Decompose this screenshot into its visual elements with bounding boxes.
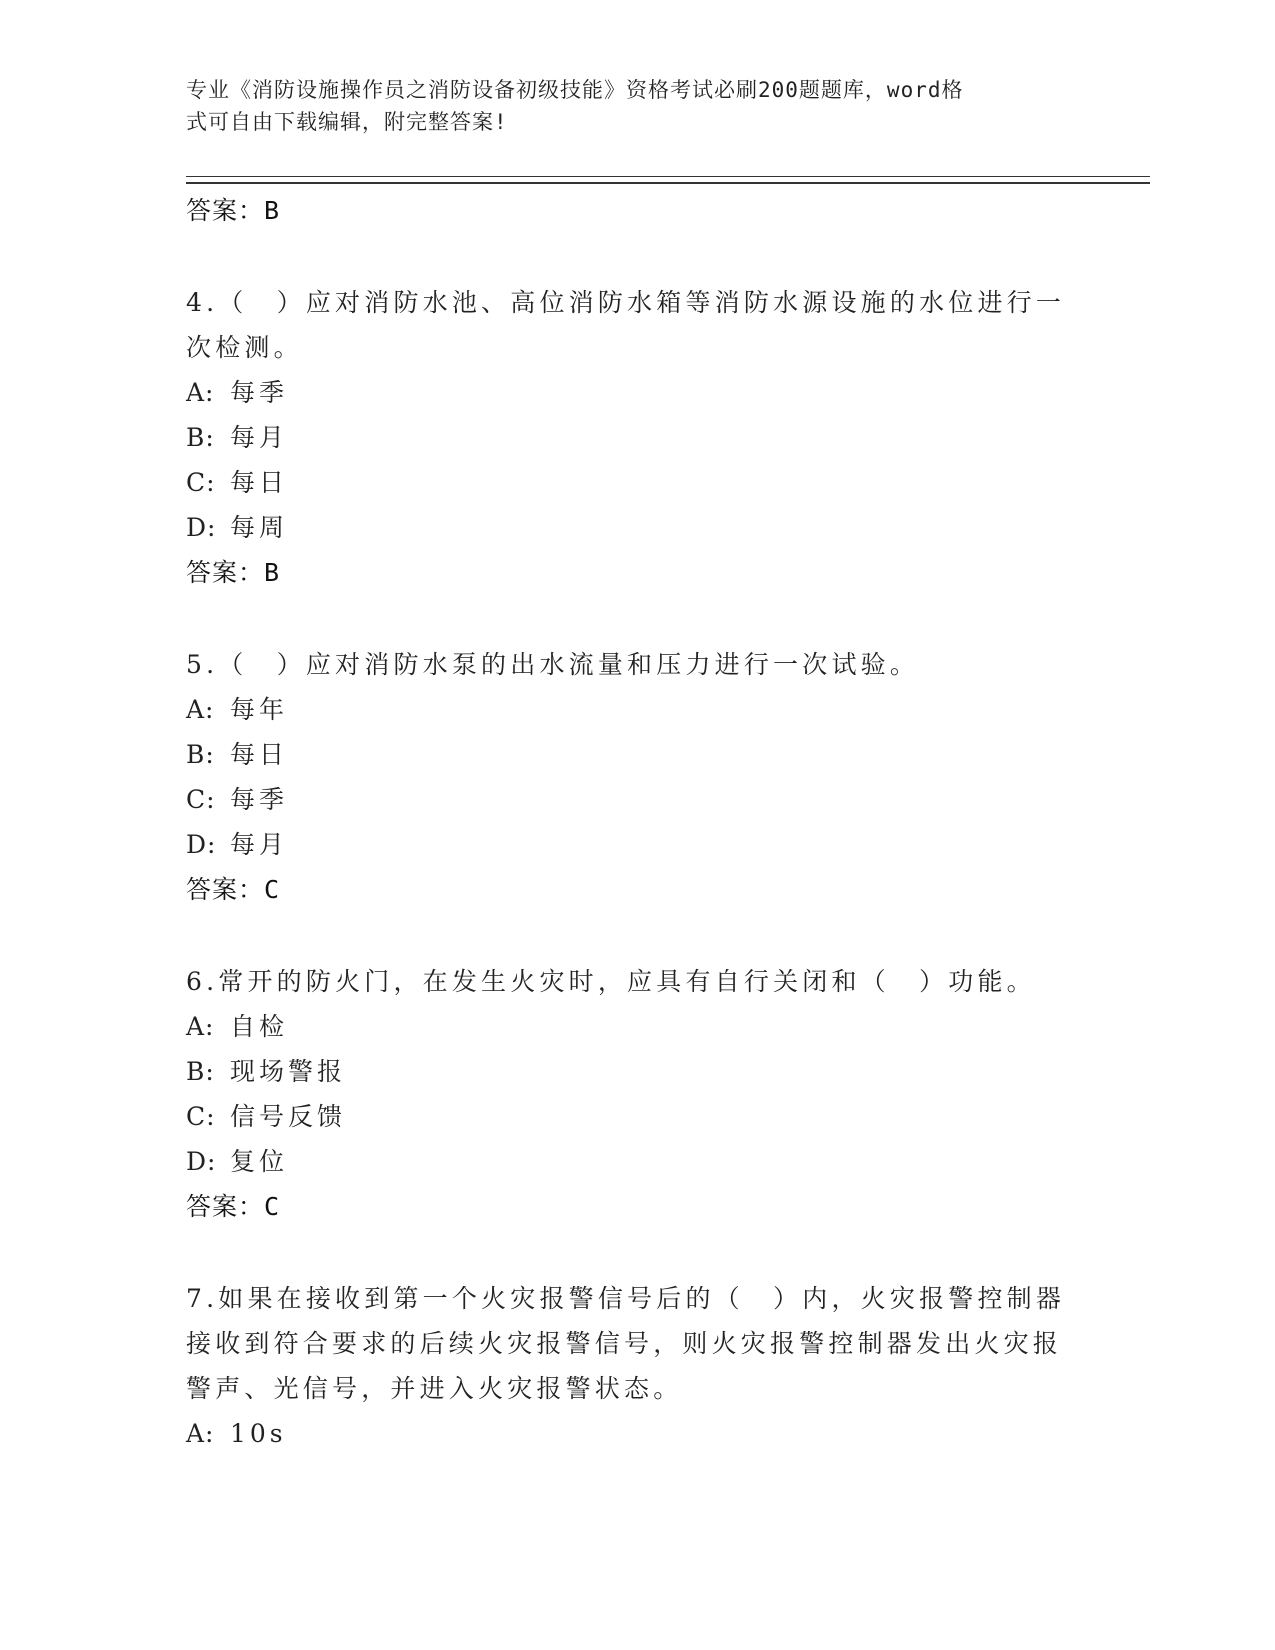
option-letter: A: (186, 695, 215, 724)
option-d (186, 1139, 1086, 1184)
answer-line (186, 1184, 1086, 1230)
option-text: 每季 (230, 378, 289, 407)
option-c (186, 460, 1086, 505)
option-text: 信号反馈 (230, 1102, 347, 1131)
option-letter: C: (186, 468, 216, 497)
option-letter: C: (186, 785, 216, 814)
document-title-line-2: 式可自由下载编辑，附完整答案! (186, 110, 508, 134)
header-divider (186, 176, 1150, 184)
option-letter: D: (186, 830, 217, 859)
option-c (186, 1094, 1086, 1139)
option-text: 10s (230, 1419, 287, 1448)
option-b (186, 415, 1086, 460)
answer-value: C (264, 875, 281, 904)
question-item (186, 1276, 1086, 1456)
option-a (186, 687, 1086, 732)
option-text: 每季 (230, 785, 289, 814)
option-d (186, 822, 1086, 867)
option-b (186, 732, 1086, 777)
option-text: 每日 (230, 468, 289, 497)
option-text: 复位 (230, 1147, 289, 1176)
option-letter: D: (186, 1147, 217, 1176)
option-letter: B: (186, 423, 215, 452)
document-body (186, 188, 1086, 1456)
question-stem: 6.常开的防火门，在发生火灾时，应具有自行关闭和（ ）功能。 (186, 967, 1036, 996)
question-item (186, 280, 1086, 596)
document-title-line-1: 专业《消防设施操作员之消防设备初级技能》资格考试必刷200题题库，word格 (186, 78, 964, 102)
page-header (186, 74, 1066, 138)
question-item (186, 959, 1086, 1230)
answer-value: B (264, 196, 281, 225)
question-stem: 4.（ ）应对消防水池、高位消防水箱等消防水源设施的水位进行一次检测。 (186, 288, 1066, 362)
answer-value: C (264, 1192, 281, 1221)
option-letter: B: (186, 1057, 215, 1086)
answer-label: 答案： (186, 1192, 265, 1221)
option-letter: D: (186, 513, 217, 542)
option-text: 现场警报 (230, 1057, 347, 1086)
option-c (186, 777, 1086, 822)
answer-value: B (264, 558, 281, 587)
option-letter: A: (186, 1419, 215, 1448)
option-text: 每周 (230, 513, 289, 542)
answer-line (186, 188, 1086, 234)
option-b (186, 1049, 1086, 1094)
option-letter: C: (186, 1102, 216, 1131)
option-a (186, 1411, 1086, 1456)
option-text: 每月 (230, 830, 289, 859)
option-a (186, 1004, 1086, 1049)
option-a (186, 370, 1086, 415)
answer-line (186, 867, 1086, 913)
option-letter: B: (186, 740, 215, 769)
option-text: 每年 (230, 695, 289, 724)
question-stem: 7.如果在接收到第一个火灾报警信号后的（ ）内，火灾报警控制器接收到符合要求的后续火灾报警信号，则火灾报警控制器发出火灾报警声、光信号，并进入火灾报警状态。 (186, 1284, 1066, 1403)
option-text: 自检 (230, 1012, 289, 1041)
option-text: 每日 (230, 740, 289, 769)
option-letter: A: (186, 1012, 215, 1041)
answer-line (186, 550, 1086, 596)
option-letter: A: (186, 378, 215, 407)
option-text: 每月 (230, 423, 289, 452)
question-stem: 5.（ ）应对消防水泵的出水流量和压力进行一次试验。 (186, 650, 920, 679)
answer-label: 答案： (186, 875, 265, 904)
option-d (186, 505, 1086, 550)
answer-label: 答案： (186, 558, 265, 587)
question-item (186, 642, 1086, 913)
answer-label: 答案： (186, 196, 265, 225)
